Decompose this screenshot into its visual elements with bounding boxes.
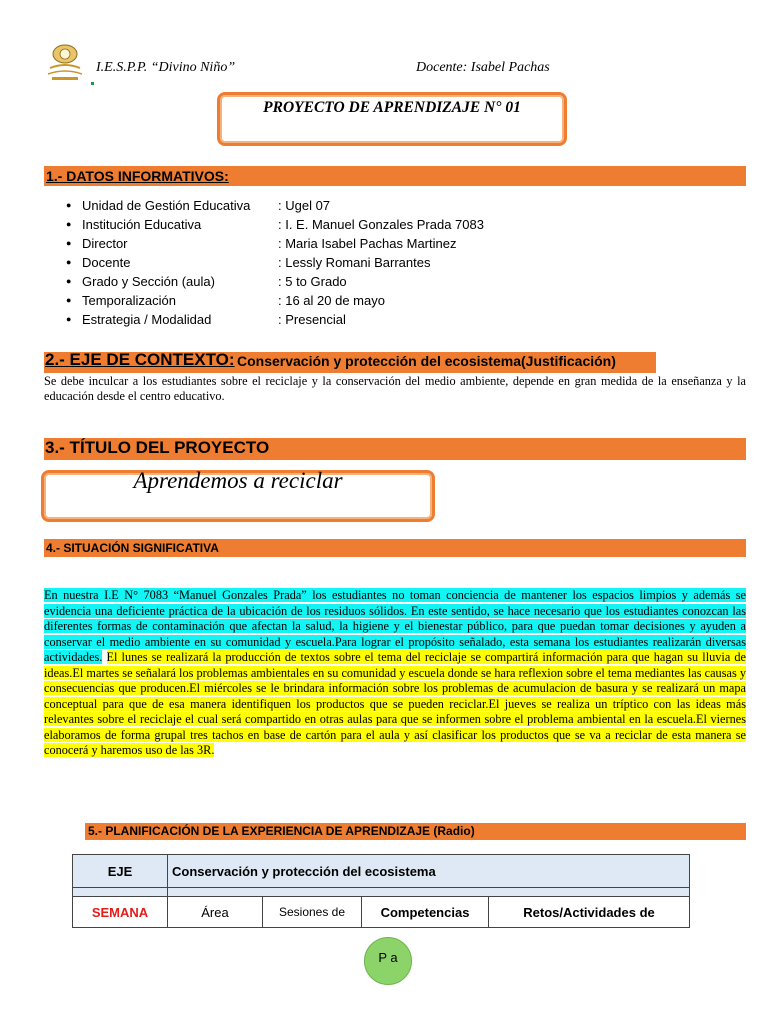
- info-item: [66, 196, 586, 215]
- info-item: [66, 215, 586, 234]
- table-row: [73, 855, 690, 888]
- column-header-semana: SEMANA: [73, 897, 168, 928]
- section-heading-situacion: 4.- SITUACIÓN SIGNIFICATIVA: [46, 541, 219, 555]
- info-label: Estrategia / Modalidad: [82, 312, 212, 327]
- info-value: : 16 al 20 de mayo: [278, 293, 385, 308]
- info-label: Docente: [82, 255, 131, 270]
- bullet-icon: ●: [66, 200, 72, 210]
- situation-text-cyan: En nuestra I.E N° 7083 “Manuel Gonzales Prada” los estudiantes no toman conciencia de mantener los espacios limpios y además se evidencia una deficiente práctica de la ubicación de los residuos sólidos. En este sentido, se hace necesario que los estudiantes conozcan las diferentes formas de contaminación que afectan la salud, la higiene y el bienestar público, para que puedan tomar decisiones y ayuden a conservar el medio ambiente en su comunidad y escuela.Para lograr el propósito señalado, esta semana los estudiantes realizarán diversas actividades.: [44, 588, 746, 664]
- section-subheading-eje: Conservación y protección del ecosistema(Justificación): [237, 353, 616, 369]
- info-value: : I. E. Manuel Gonzales Prada 7083: [278, 217, 484, 232]
- section-heading-eje: 2.- EJE DE CONTEXTO:: [45, 350, 235, 369]
- info-item: [66, 253, 586, 272]
- situation-paragraph: [44, 588, 746, 759]
- teacher-name: Docente: Isabel Pachas: [416, 60, 550, 75]
- info-value: : Presencial: [278, 312, 346, 327]
- info-value: : Lessly Romani Barrantes: [278, 255, 431, 270]
- table-cell: [73, 888, 168, 897]
- page-badge: [364, 937, 412, 985]
- info-value: : Maria Isabel Pachas Martinez: [278, 236, 457, 251]
- table-row: [73, 888, 690, 897]
- page-badge-text: P a: [378, 950, 398, 965]
- eje-value: Conservación y protección del ecosistema: [168, 855, 690, 888]
- table-row: [73, 897, 690, 928]
- bullet-icon: ●: [66, 257, 72, 267]
- section-heading-planificacion: 5.- PLANIFICACIÓN DE LA EXPERIENCIA DE APRENDIZAJE (Radio): [88, 824, 475, 838]
- bullet-icon: ●: [66, 276, 72, 286]
- bullet-icon: ●: [66, 295, 72, 305]
- info-item: [66, 310, 586, 329]
- info-value: : Ugel 07: [278, 198, 331, 213]
- info-item: [66, 272, 586, 291]
- project-title: PROYECTO DE APRENDIZAJE N° 01: [263, 99, 521, 116]
- section-heading-datos: 1.- DATOS INFORMATIVOS:: [46, 168, 229, 184]
- bullet-icon: ●: [66, 219, 72, 229]
- info-label: Grado y Sección (aula): [82, 274, 215, 289]
- bullet-icon: ●: [66, 238, 72, 248]
- column-header-sesiones: Sesiones de: [263, 897, 362, 928]
- info-item: [66, 234, 586, 253]
- column-header-competencias: Competencias: [362, 897, 489, 928]
- info-label: Director: [82, 236, 128, 251]
- column-header-area: Área: [168, 897, 263, 928]
- info-list: [66, 196, 586, 329]
- info-label: Unidad de Gestión Educativa: [82, 198, 251, 213]
- school-name: I.E.S.P.P. “Divino Niño”: [96, 60, 236, 75]
- section-heading-titulo: 3.- TÍTULO DEL PROYECTO: [45, 438, 270, 457]
- bullet-icon: ●: [66, 314, 72, 324]
- info-value: : 5 to Grado: [278, 274, 347, 289]
- planning-table: [72, 854, 690, 928]
- school-logo: [44, 42, 86, 84]
- column-header-retos: Retos/Actividades de: [489, 897, 690, 928]
- info-item: [66, 291, 586, 310]
- project-name: Aprendemos a reciclar: [133, 468, 343, 493]
- decorative-dot: [91, 82, 94, 85]
- info-label: Institución Educativa: [82, 217, 202, 232]
- info-label: Temporalización: [82, 293, 176, 308]
- table-cell: [168, 888, 690, 897]
- context-paragraph: Se debe inculcar a los estudiantes sobre el reciclaje y la conservación del medio ambiente, depende en gran medida de la enseñanza y la educación desde el centro educativo.: [44, 374, 746, 403]
- eje-label: EJE: [73, 855, 168, 888]
- situation-text-yellow: El lunes se realizará la producción de textos sobre el tema del reciclaje se compartirá información para que hagan su lluvia de ideas.El martes se señalará los problemas ambientales en su comunidad y escuela donde se hara reflexion sobre el tema mediantes las causas y consecuencias que producen.El miércoles se le brindara información sobre los problemas de acumulacion de basura y se realizará un mapa conceptual para que de esa manera identifiquen los productos que se pueden reciclar.El jueves se realiza un tríptico con las ideas más relevantes sobre el reciclaje el cual será compartido en otras aulas para que se informen sobre el problema ambiental en la escuela.El viernes elaboramos de forma grupal tres tachos en base de cartón para el aula y así clasificar los productos que se va a reciclar de esta manera se conocerá y haremos uso de las 3R.: [44, 650, 747, 757]
